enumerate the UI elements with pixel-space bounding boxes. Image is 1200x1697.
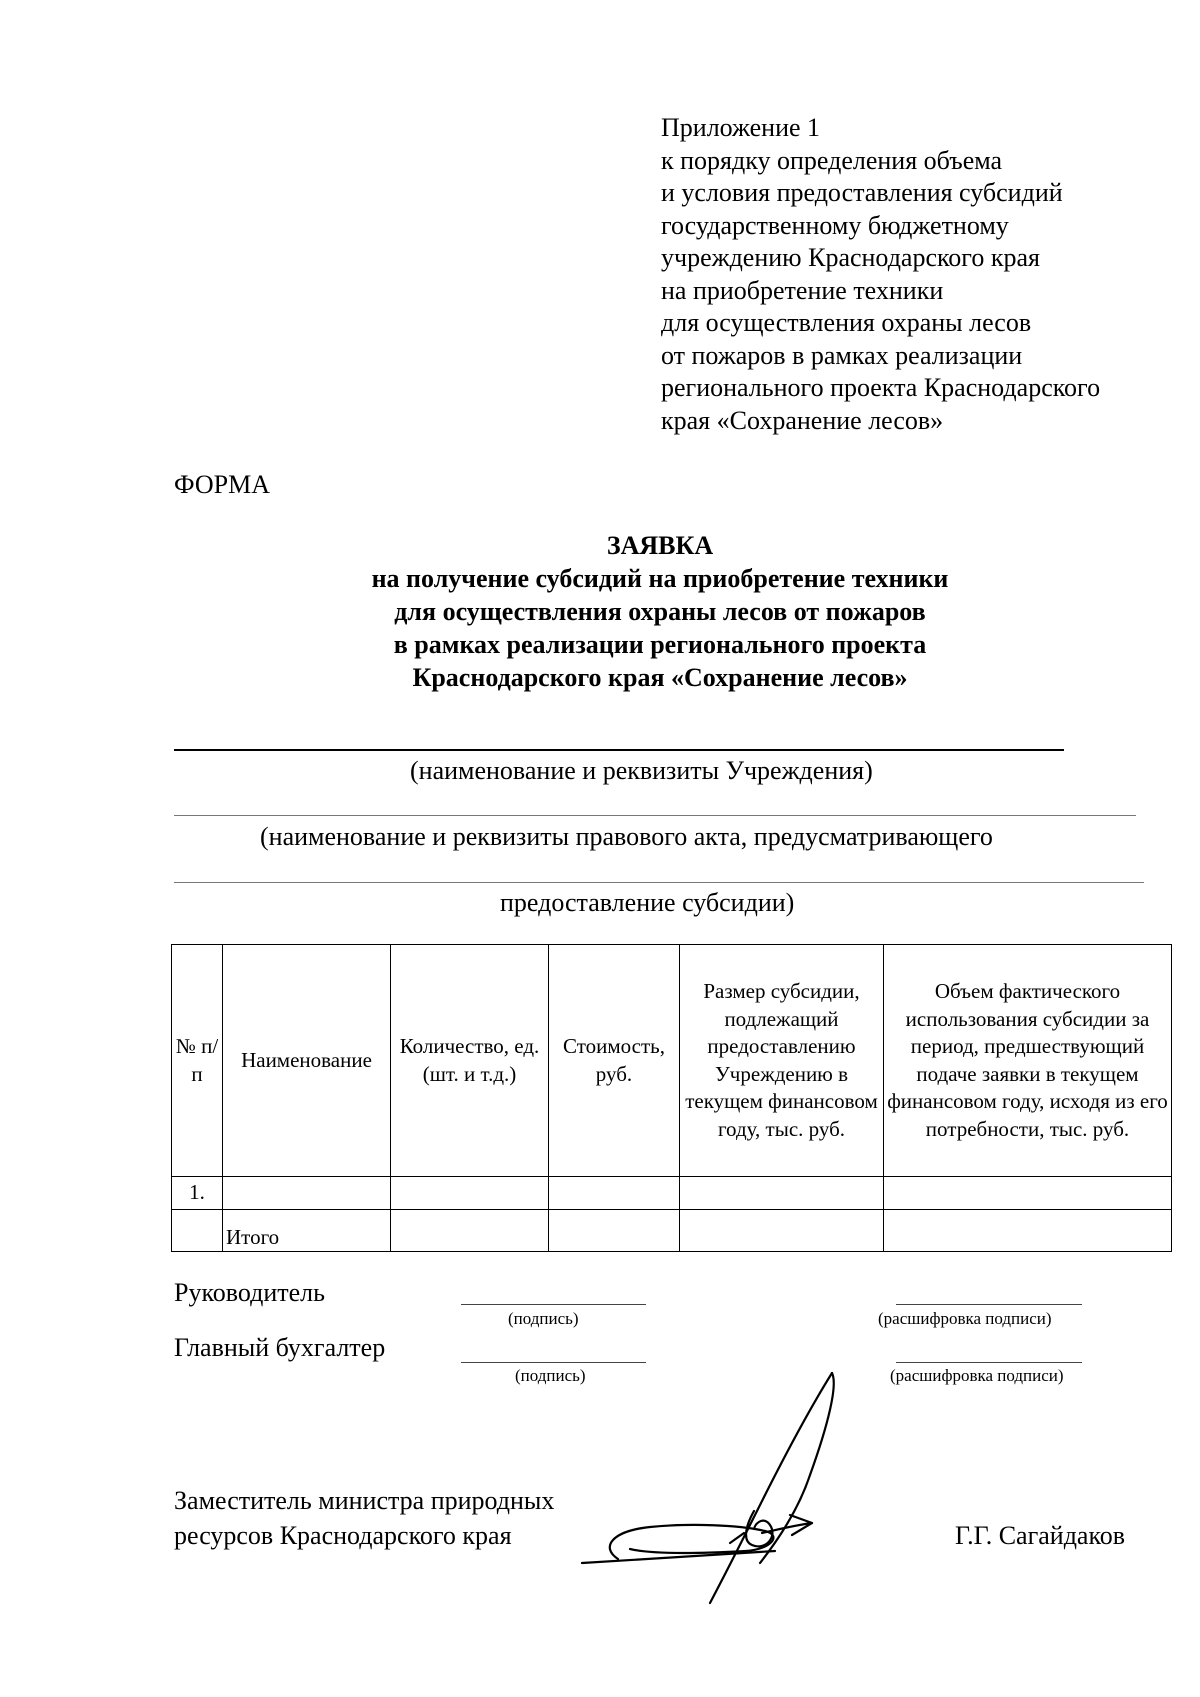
annex-line: от пожаров в рамках реализации xyxy=(661,340,1023,370)
title-line: для осуществления охраны лесов от пожаров xyxy=(394,597,926,626)
act-caption-2: предоставление субсидии) xyxy=(500,888,795,917)
head-label: Руководитель xyxy=(174,1278,325,1307)
accountant-label: Главный бухгалтер xyxy=(174,1333,386,1362)
act-caption-1: (наименование и реквизиты правового акта, предусматривающего xyxy=(260,822,993,851)
title-line: Краснодарского края «Сохранение лесов» xyxy=(412,663,908,692)
table-cell[interactable] xyxy=(391,1177,549,1210)
table-cell[interactable] xyxy=(680,1210,884,1252)
table-cell[interactable] xyxy=(172,1210,223,1252)
accountant-signature-line[interactable] xyxy=(461,1362,646,1363)
head-decryption-caption: (расшифровка подписи) xyxy=(878,1309,1052,1328)
annex-line: государственному бюджетному xyxy=(661,210,1009,240)
annex-line: к порядку определения объема xyxy=(661,145,1003,175)
annex-line: регионального проекта Краснодарского xyxy=(661,373,1101,402)
table-cell[interactable] xyxy=(549,1177,680,1210)
table-cell[interactable]: 1. xyxy=(172,1177,223,1210)
header-subsidy-amount: Размер субсидии, подлежащий предоставлению Учреждению в текущем финансовом году, тыс. руб. xyxy=(680,945,884,1177)
act-field-line-2[interactable] xyxy=(174,882,1144,883)
header-actual-usage: Объем фактического использования субсидии за период, предшествующий подаче заявки в текущем финансовом году, исходя из его потребности, тыс. руб. xyxy=(884,945,1172,1177)
table-total-row xyxy=(172,1210,1172,1252)
head-signature-caption: (подпись) xyxy=(508,1309,579,1328)
total-label: Итого xyxy=(223,1210,391,1252)
table-cell[interactable] xyxy=(884,1177,1172,1210)
annex-line: на приобретение техники xyxy=(661,275,944,305)
document-title xyxy=(160,529,1160,694)
head-signature-line[interactable] xyxy=(461,1304,646,1305)
table-cell[interactable] xyxy=(680,1177,884,1210)
institution-caption: (наименование и реквизиты Учреждения) xyxy=(410,756,873,785)
accountant-decryption-caption: (расшифровка подписи) xyxy=(890,1366,1064,1385)
header-quantity: Количество, ед. (шт. и т.д.) xyxy=(391,945,549,1177)
handwritten-signature xyxy=(560,1365,900,1615)
header-name: Наименование xyxy=(223,945,391,1177)
annex-line: края «Сохранение лесов» xyxy=(661,405,944,435)
table-cell[interactable] xyxy=(223,1177,391,1210)
annex-line: и условия предоставления субсидий xyxy=(661,178,1063,207)
deputy-name: Г.Г. Сагайдаков xyxy=(955,1521,1126,1550)
header-number: № п/п xyxy=(172,945,223,1177)
table-header-row xyxy=(172,945,1172,1177)
subsidy-table xyxy=(171,944,1172,1252)
accountant-decryption-line[interactable] xyxy=(896,1362,1082,1363)
table-cell[interactable] xyxy=(884,1210,1172,1252)
table-row xyxy=(172,1177,1172,1210)
table-cell[interactable] xyxy=(549,1210,680,1252)
act-field-line-1[interactable] xyxy=(174,815,1136,816)
table-cell[interactable] xyxy=(391,1210,549,1252)
header-cost: Стоимость, руб. xyxy=(549,945,680,1177)
annex-line: Приложение 1 xyxy=(661,113,821,142)
title-line: на получение субсидий на приобретение техники xyxy=(371,564,949,593)
accountant-signature-caption: (подпись) xyxy=(515,1366,586,1385)
institution-field-line[interactable] xyxy=(174,749,1064,751)
annex-line: учреждению Краснодарского края xyxy=(661,243,1040,272)
title-line: в рамках реализации регионального проекта xyxy=(393,630,927,659)
annex-block xyxy=(661,112,1181,437)
deputy-position-line1: Заместитель министра природных xyxy=(174,1486,555,1515)
forma-label: ФОРМА xyxy=(174,470,270,499)
head-decryption-line[interactable] xyxy=(896,1304,1082,1305)
title-line: ЗАЯВКА xyxy=(606,531,714,560)
deputy-position-line2: ресурсов Краснодарского края xyxy=(174,1521,512,1550)
annex-line: для осуществления охраны лесов xyxy=(661,308,1032,337)
